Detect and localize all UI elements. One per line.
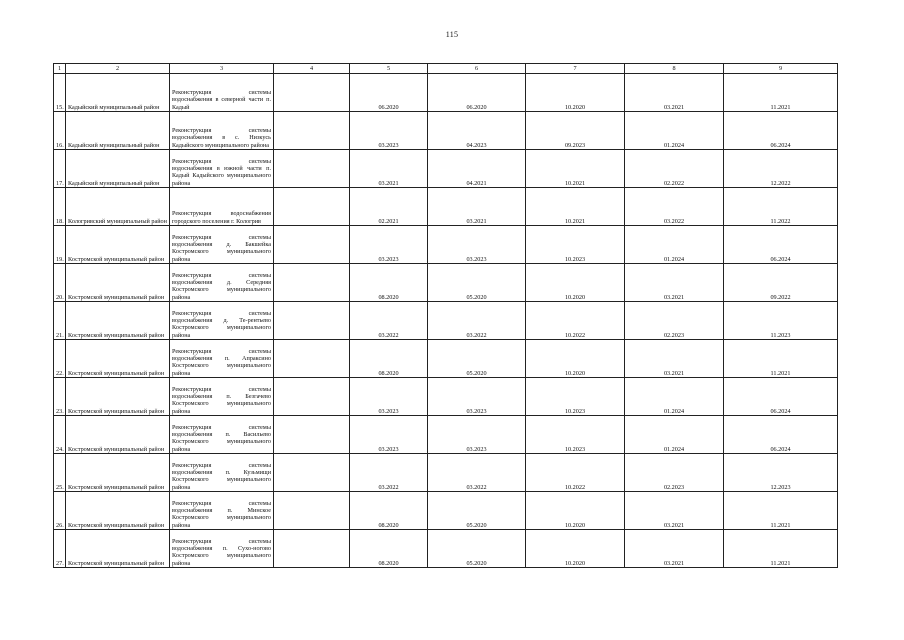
table-row	[54, 378, 838, 416]
row-number: 17.	[54, 150, 66, 188]
date-cell-col5: 03.2023	[350, 112, 428, 150]
row-number: 20.	[54, 264, 66, 302]
row-number: 27.	[54, 530, 66, 568]
project-name-cell: Реконструкция системы водоснабжения п. Апраксино Костромского муниципального района	[170, 340, 274, 378]
row-number: 16.	[54, 112, 66, 150]
date-cell-col9: 06.2024	[724, 416, 838, 454]
date-cell-col7: 10.2020	[526, 340, 625, 378]
column-4-cell	[274, 492, 350, 530]
project-name-cell: Реконструкция системы водоснабжения в с. Низкусь Кадыйского муниципального района	[170, 112, 274, 150]
date-cell-col9: 06.2024	[724, 378, 838, 416]
date-cell-col5: 08.2020	[350, 530, 428, 568]
header-row	[54, 64, 838, 74]
column-4-cell	[274, 530, 350, 568]
column-4-cell	[274, 340, 350, 378]
date-cell-col5: 03.2023	[350, 226, 428, 264]
row-number: 18.	[54, 188, 66, 226]
column-header: 8	[625, 64, 724, 74]
date-cell-col8: 03.2021	[625, 340, 724, 378]
date-cell-col7: 10.2020	[526, 264, 625, 302]
row-number: 15.	[54, 74, 66, 112]
date-cell-col5: 06.2020	[350, 74, 428, 112]
column-header: 7	[526, 64, 625, 74]
date-cell-col8: 02.2022	[625, 150, 724, 188]
column-header: 9	[724, 64, 838, 74]
column-header: 1	[54, 64, 66, 74]
table-row	[54, 416, 838, 454]
date-cell-col7: 10.2023	[526, 226, 625, 264]
date-cell-col6: 05.2020	[428, 340, 526, 378]
column-4-cell	[274, 112, 350, 150]
date-cell-col5: 03.2022	[350, 302, 428, 340]
column-4-cell	[274, 150, 350, 188]
date-cell-col6: 05.2020	[428, 492, 526, 530]
date-cell-col7: 10.2020	[526, 74, 625, 112]
date-cell-col5: 03.2023	[350, 378, 428, 416]
table-row	[54, 150, 838, 188]
row-number: 19.	[54, 226, 66, 264]
table-row	[54, 112, 838, 150]
date-cell-col7: 10.2023	[526, 378, 625, 416]
column-header: 2	[66, 64, 170, 74]
date-cell-col6: 03.2022	[428, 302, 526, 340]
column-4-cell	[274, 378, 350, 416]
date-cell-col9: 12.2023	[724, 454, 838, 492]
date-cell-col5: 03.2023	[350, 416, 428, 454]
date-cell-col8: 01.2024	[625, 226, 724, 264]
project-name-cell: Реконструкция системы водоснабжения п. Васильево Костромского муниципального района	[170, 416, 274, 454]
row-number: 24.	[54, 416, 66, 454]
table-row	[54, 264, 838, 302]
column-4-cell	[274, 454, 350, 492]
date-cell-col9: 09.2022	[724, 264, 838, 302]
date-cell-col5: 02.2021	[350, 188, 428, 226]
date-cell-col9: 06.2024	[724, 226, 838, 264]
table-row	[54, 492, 838, 530]
municipality-cell: Костромской муниципальный район	[66, 378, 170, 416]
date-cell-col6: 03.2022	[428, 454, 526, 492]
municipality-cell: Костромской муниципальный район	[66, 302, 170, 340]
date-cell-col7: 10.2021	[526, 150, 625, 188]
date-cell-col9: 11.2021	[724, 74, 838, 112]
table-body	[54, 64, 838, 568]
date-cell-col9: 11.2021	[724, 492, 838, 530]
page-number: 115	[445, 30, 459, 39]
date-cell-col9: 11.2023	[724, 302, 838, 340]
date-cell-col8: 03.2021	[625, 492, 724, 530]
date-cell-col9: 11.2021	[724, 530, 838, 568]
table-row	[54, 340, 838, 378]
date-cell-col5: 08.2020	[350, 492, 428, 530]
row-number: 23.	[54, 378, 66, 416]
date-cell-col6: 04.2023	[428, 112, 526, 150]
date-cell-col8: 03.2022	[625, 188, 724, 226]
date-cell-col6: 06.2020	[428, 74, 526, 112]
date-cell-col8: 01.2024	[625, 416, 724, 454]
date-cell-col7: 10.2021	[526, 188, 625, 226]
date-cell-col8: 01.2024	[625, 112, 724, 150]
project-name-cell: Реконструкция системы водоснабжения д. Бакшейка Костромского муниципального района	[170, 226, 274, 264]
municipality-cell: Костромской муниципальный район	[66, 454, 170, 492]
date-cell-col8: 03.2021	[625, 264, 724, 302]
municipality-cell: Костромской муниципальный район	[66, 264, 170, 302]
date-cell-col6: 03.2023	[428, 378, 526, 416]
column-4-cell	[274, 74, 350, 112]
date-cell-col5: 08.2020	[350, 340, 428, 378]
municipality-cell: Кадыйский муниципальный район	[66, 74, 170, 112]
project-name-cell: Реконструкция системы водоснабжения в южной части п. Кадый Кадыйского муниципального района	[170, 150, 274, 188]
project-name-cell: Реконструкция системы водоснабжения п. Сухо-ногово Костромского муниципального района	[170, 530, 274, 568]
project-name-cell: Реконструкция системы водоснабжения п. Безгачево Костромского муниципального района	[170, 378, 274, 416]
date-cell-col6: 05.2020	[428, 264, 526, 302]
municipality-cell: Кадыйский муниципальный район	[66, 150, 170, 188]
date-cell-col9: 11.2022	[724, 188, 838, 226]
municipality-cell: Костромской муниципальный район	[66, 340, 170, 378]
table-row	[54, 188, 838, 226]
column-header: 3	[170, 64, 274, 74]
table-row	[54, 454, 838, 492]
row-number: 21.	[54, 302, 66, 340]
date-cell-col8: 01.2024	[625, 378, 724, 416]
date-cell-col8: 03.2021	[625, 74, 724, 112]
project-name-cell: Реконструкция системы водоснабжения д. Те-рентьево Костромского муниципального района	[170, 302, 274, 340]
schedule-table	[53, 63, 838, 568]
date-cell-col5: 08.2020	[350, 264, 428, 302]
date-cell-col6: 03.2023	[428, 416, 526, 454]
column-4-cell	[274, 302, 350, 340]
date-cell-col6: 03.2021	[428, 188, 526, 226]
project-name-cell: Реконструкция системы водоснабжения п. Минское Костромского муниципального района	[170, 492, 274, 530]
date-cell-col9: 11.2021	[724, 340, 838, 378]
date-cell-col7: 10.2022	[526, 454, 625, 492]
column-4-cell	[274, 226, 350, 264]
date-cell-col7: 10.2022	[526, 302, 625, 340]
date-cell-col6: 04.2021	[428, 150, 526, 188]
municipality-cell: Костромской муниципальный район	[66, 530, 170, 568]
date-cell-col7: 10.2020	[526, 530, 625, 568]
date-cell-col8: 02.2023	[625, 454, 724, 492]
project-name-cell: Реконструкция системы водоснабжения в северной части п. Кадый	[170, 74, 274, 112]
municipality-cell: Костромской муниципальный район	[66, 416, 170, 454]
municipality-cell: Костромской муниципальный район	[66, 226, 170, 264]
table-row	[54, 530, 838, 568]
date-cell-col6: 03.2023	[428, 226, 526, 264]
date-cell-col7: 09.2023	[526, 112, 625, 150]
date-cell-col9: 06.2024	[724, 112, 838, 150]
date-cell-col6: 05.2020	[428, 530, 526, 568]
date-cell-col9: 12.2022	[724, 150, 838, 188]
table-row	[54, 302, 838, 340]
project-name-cell: Реконструкция системы водоснабжения п. Кузьмищи Костромского муниципального района	[170, 454, 274, 492]
column-header: 4	[274, 64, 350, 74]
column-header: 6	[428, 64, 526, 74]
date-cell-col5: 03.2022	[350, 454, 428, 492]
date-cell-col8: 03.2021	[625, 530, 724, 568]
table-row	[54, 226, 838, 264]
table-row	[54, 74, 838, 112]
date-cell-col5: 03.2021	[350, 150, 428, 188]
row-number: 22.	[54, 340, 66, 378]
row-number: 26.	[54, 492, 66, 530]
project-name-cell: Реконструкция системы водоснабжения д. Середняя Костромского муниципального района	[170, 264, 274, 302]
municipality-cell: Кологривский муниципальный район	[66, 188, 170, 226]
column-4-cell	[274, 264, 350, 302]
date-cell-col8: 02.2023	[625, 302, 724, 340]
column-4-cell	[274, 416, 350, 454]
municipality-cell: Костромской муниципальный район	[66, 492, 170, 530]
row-number: 25.	[54, 454, 66, 492]
municipality-cell: Кадыйский муниципальный район	[66, 112, 170, 150]
project-name-cell: Реконструкция водоснабжения городского поселения г. Кологрив	[170, 188, 274, 226]
date-cell-col7: 10.2020	[526, 492, 625, 530]
column-header: 5	[350, 64, 428, 74]
date-cell-col7: 10.2023	[526, 416, 625, 454]
column-4-cell	[274, 188, 350, 226]
